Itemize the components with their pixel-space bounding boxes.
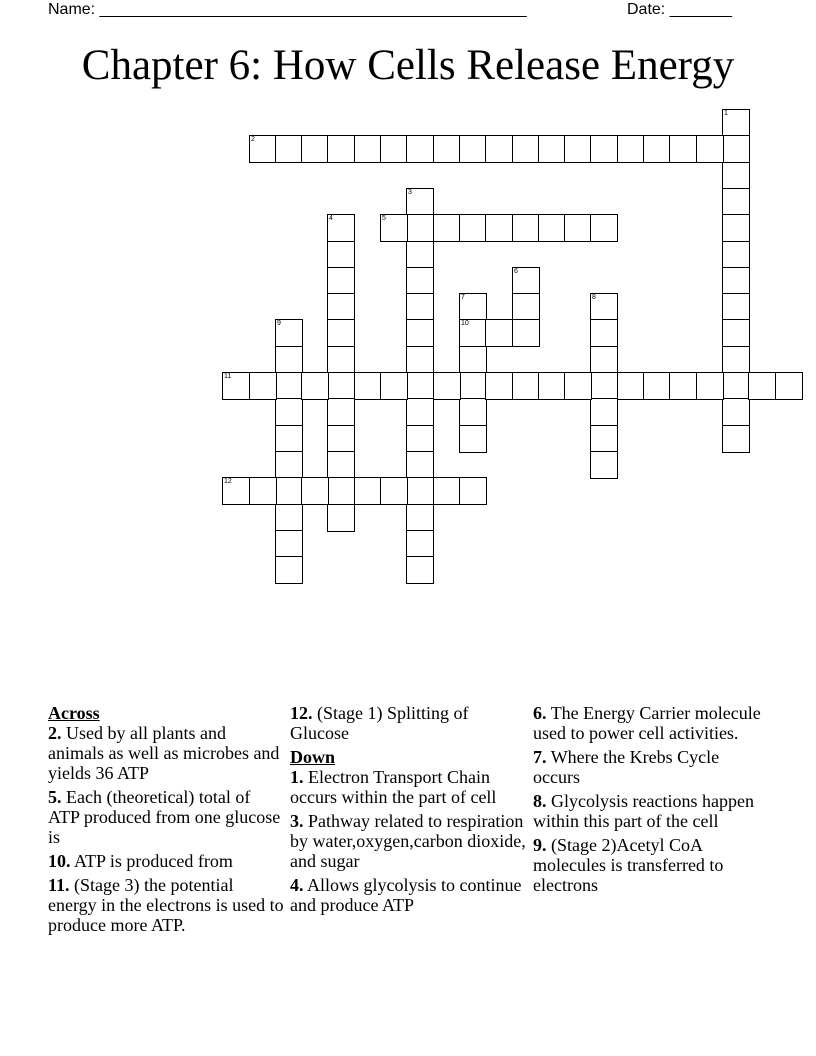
- crossword-cell[interactable]: [406, 319, 434, 347]
- clues-column-2: [290, 703, 526, 919]
- cell-number: 7: [461, 294, 465, 301]
- clue-text: Each (theoretical) total of ATP produced from one glucose is: [48, 787, 281, 847]
- clue-across-11: [48, 875, 284, 935]
- clue-number: 7.: [533, 747, 547, 767]
- crossword-cell[interactable]: [459, 346, 487, 374]
- crossword-cell[interactable]: [590, 398, 618, 426]
- crossword-cell[interactable]: [485, 214, 513, 242]
- clue-number: 2.: [48, 723, 62, 743]
- crossword-cell[interactable]: [406, 372, 434, 400]
- clue-text: Glycolysis reactions happen within this part of the cell: [533, 791, 754, 831]
- crossword-cell[interactable]: [433, 372, 461, 400]
- clue-across-10: [48, 851, 284, 871]
- crossword-cell[interactable]: [617, 372, 645, 400]
- clue-text: (Stage 3) the potential energy in the electrons is used to produce more ATP.: [48, 875, 284, 935]
- crossword-cell[interactable]: [327, 346, 355, 374]
- clue-text: Pathway related to respiration by water,oxygen,carbon dioxide, and sugar: [290, 811, 526, 871]
- crossword-cell[interactable]: [459, 398, 487, 426]
- crossword-cell[interactable]: [722, 425, 750, 453]
- clue-down-1: [290, 767, 526, 807]
- crossword-cell[interactable]: [327, 293, 355, 321]
- crossword-cell[interactable]: [275, 425, 303, 453]
- crossword-cell[interactable]: [275, 319, 303, 347]
- crossword-cell[interactable]: [354, 372, 382, 400]
- crossword-cell[interactable]: [722, 109, 750, 137]
- crossword-cell[interactable]: [301, 372, 329, 400]
- crossword-cell[interactable]: [590, 319, 618, 347]
- crossword-cell[interactable]: [406, 214, 434, 242]
- clue-number: 5.: [48, 787, 62, 807]
- name-field-line[interactable]: Name: ________________________________________________: [48, 1, 527, 18]
- clues-column-3: [533, 703, 769, 899]
- crossword-cell[interactable]: [433, 135, 461, 163]
- clue-down-7: [533, 747, 769, 787]
- crossword-cell[interactable]: [564, 372, 592, 400]
- crossword-cell[interactable]: [617, 135, 645, 163]
- crossword-cell[interactable]: [354, 135, 382, 163]
- crossword-cell[interactable]: [275, 504, 303, 532]
- crossword-cell[interactable]: [590, 214, 618, 242]
- crossword-cell[interactable]: [406, 425, 434, 453]
- crossword-cell[interactable]: [564, 214, 592, 242]
- crossword-cell[interactable]: [327, 372, 355, 400]
- crossword-cell[interactable]: [406, 293, 434, 321]
- clues-column-1: [48, 703, 284, 939]
- crossword-cell[interactable]: [512, 319, 540, 347]
- crossword-cell[interactable]: [722, 241, 750, 269]
- clue-number: 6.: [533, 703, 547, 723]
- crossword-cell[interactable]: [459, 372, 487, 400]
- crossword-cell[interactable]: [275, 530, 303, 558]
- cell-number: 2: [251, 136, 255, 143]
- crossword-cell[interactable]: [406, 346, 434, 374]
- cell-number: 10: [461, 320, 469, 327]
- crossword-cell[interactable]: [275, 556, 303, 584]
- crossword-cell[interactable]: [722, 372, 750, 400]
- crossword-cell[interactable]: [380, 135, 408, 163]
- crossword-cell[interactable]: [433, 477, 461, 505]
- crossword-cell[interactable]: [722, 293, 750, 321]
- cell-number: 9: [277, 320, 281, 327]
- crossword-cell[interactable]: [327, 267, 355, 295]
- crossword-cell[interactable]: [643, 135, 671, 163]
- crossword-cell[interactable]: [538, 135, 566, 163]
- cell-number: 11: [224, 373, 232, 380]
- crossword-cell[interactable]: [722, 267, 750, 295]
- crossword-cell[interactable]: [222, 477, 250, 505]
- crossword-cell[interactable]: [590, 372, 618, 400]
- cell-number: 12: [224, 478, 232, 485]
- crossword-cell[interactable]: [459, 425, 487, 453]
- page-title: Chapter 6: How Cells Release Energy: [81, 42, 735, 89]
- crossword-cell[interactable]: [406, 241, 434, 269]
- crossword-cell[interactable]: [275, 398, 303, 426]
- crossword-cell[interactable]: [406, 530, 434, 558]
- crossword-cell[interactable]: [327, 398, 355, 426]
- crossword-cell[interactable]: [406, 451, 434, 479]
- clue-text: (Stage 1) Splitting of Glucose: [290, 703, 469, 743]
- clue-down-6: [533, 703, 769, 743]
- crossword-cell[interactable]: [380, 214, 408, 242]
- cell-number: 3: [408, 189, 412, 196]
- cell-number: 6: [514, 268, 518, 275]
- crossword-cell[interactable]: [459, 293, 487, 321]
- crossword-cell[interactable]: [564, 135, 592, 163]
- crossword-cell[interactable]: [512, 293, 540, 321]
- clue-number: 1.: [290, 767, 304, 787]
- clue-text: The Energy Carrier molecule used to power cell activities.: [533, 703, 761, 743]
- clue-number: 11.: [48, 875, 70, 895]
- crossword-cell[interactable]: [406, 188, 434, 216]
- cell-number: 5: [382, 215, 386, 222]
- crossword-cell[interactable]: [406, 398, 434, 426]
- crossword-cell[interactable]: [380, 477, 408, 505]
- crossword-cell[interactable]: [275, 477, 303, 505]
- crossword-cell[interactable]: [406, 504, 434, 532]
- clue-text: Where the Krebs Cycle occurs: [533, 747, 720, 787]
- clue-text: ATP is produced from: [74, 851, 233, 871]
- clue-across-5: [48, 787, 284, 847]
- crossword-cell[interactable]: [590, 451, 618, 479]
- crossword-cell[interactable]: [485, 135, 513, 163]
- crossword-cell[interactable]: [406, 267, 434, 295]
- crossword-cell[interactable]: [249, 477, 277, 505]
- across-heading: Across: [48, 703, 100, 723]
- crossword-cell[interactable]: [275, 451, 303, 479]
- crossword-cell[interactable]: [301, 135, 329, 163]
- cell-number: 1: [724, 110, 728, 117]
- crossword-cell[interactable]: [406, 477, 434, 505]
- crossword-cell[interactable]: [327, 214, 355, 242]
- crossword-cell[interactable]: [590, 425, 618, 453]
- crossword-cell[interactable]: [406, 135, 434, 163]
- crossword-cell[interactable]: [327, 451, 355, 479]
- crossword-cell[interactable]: [485, 372, 513, 400]
- clue-down-3: [290, 811, 526, 871]
- crossword-cell[interactable]: [722, 188, 750, 216]
- crossword-cell[interactable]: [327, 319, 355, 347]
- crossword-cell[interactable]: [696, 372, 724, 400]
- crossword-cell[interactable]: [327, 135, 355, 163]
- cell-number: 8: [592, 294, 596, 301]
- clue-across-2: [48, 723, 284, 783]
- crossword-cell[interactable]: [512, 267, 540, 295]
- crossword-cell[interactable]: [643, 372, 671, 400]
- crossword-cell[interactable]: [512, 135, 540, 163]
- crossword-cell[interactable]: [301, 477, 329, 505]
- clue-number: 4.: [290, 875, 304, 895]
- crossword-cell[interactable]: [590, 346, 618, 374]
- crossword-cell[interactable]: [459, 135, 487, 163]
- crossword-cell[interactable]: [327, 504, 355, 532]
- crossword-cell[interactable]: [406, 556, 434, 584]
- crossword-cell[interactable]: [722, 398, 750, 426]
- clue-down-9: [533, 835, 769, 895]
- clue-text: (Stage 2)Acetyl CoA molecules is transferred to electrons: [533, 835, 724, 895]
- crossword-cell[interactable]: [538, 214, 566, 242]
- crossword-cell[interactable]: [722, 135, 750, 163]
- crossword-cell[interactable]: [722, 346, 750, 374]
- crossword-cell[interactable]: [327, 425, 355, 453]
- clue-text: Used by all plants and animals as well as microbes and yields 36 ATP: [48, 723, 280, 783]
- crossword-cell[interactable]: [748, 372, 776, 400]
- crossword-cell[interactable]: [512, 372, 540, 400]
- crossword-cell[interactable]: [275, 135, 303, 163]
- crossword-cell[interactable]: [459, 477, 487, 505]
- down-heading: Down: [290, 747, 336, 767]
- crossword-cell[interactable]: [459, 319, 487, 347]
- crossword-cell[interactable]: [775, 372, 803, 400]
- clue-number: 8.: [533, 791, 547, 811]
- crossword-cell[interactable]: [538, 372, 566, 400]
- crossword-cell[interactable]: [222, 372, 250, 400]
- crossword-cell[interactable]: [433, 214, 461, 242]
- crossword-cell[interactable]: [327, 477, 355, 505]
- crossword-cell[interactable]: [327, 241, 355, 269]
- clue-number: 10.: [48, 851, 71, 871]
- crossword-cell[interactable]: [669, 135, 697, 163]
- crossword-cell[interactable]: [669, 372, 697, 400]
- crossword-cell[interactable]: [590, 293, 618, 321]
- crossword-cell[interactable]: [696, 135, 724, 163]
- clue-across-12: [290, 703, 526, 743]
- clue-number: 12.: [290, 703, 313, 723]
- clue-down-8: [533, 791, 769, 831]
- crossword-cell[interactable]: [590, 135, 618, 163]
- crossword-cell[interactable]: [249, 135, 277, 163]
- clue-number: 9.: [533, 835, 547, 855]
- crossword-cell[interactable]: [275, 372, 303, 400]
- crossword-cell[interactable]: [275, 346, 303, 374]
- clue-text: Allows glycolysis to continue and produce ATP: [290, 875, 522, 915]
- crossword-cell[interactable]: [722, 319, 750, 347]
- cell-number: 4: [329, 215, 333, 222]
- crossword-cell[interactable]: [512, 214, 540, 242]
- crossword-cell[interactable]: [354, 477, 382, 505]
- crossword-cell[interactable]: [380, 372, 408, 400]
- clue-number: 3.: [290, 811, 304, 831]
- clue-down-4: [290, 875, 526, 915]
- crossword-cell[interactable]: [459, 214, 487, 242]
- crossword-cell[interactable]: [722, 214, 750, 242]
- crossword-cell[interactable]: [249, 372, 277, 400]
- crossword-cell[interactable]: [722, 162, 750, 190]
- crossword-cell[interactable]: [485, 319, 513, 347]
- date-field-line[interactable]: Date: _______: [627, 1, 732, 18]
- clue-text: Electron Transport Chain occurs within the part of cell: [290, 767, 497, 807]
